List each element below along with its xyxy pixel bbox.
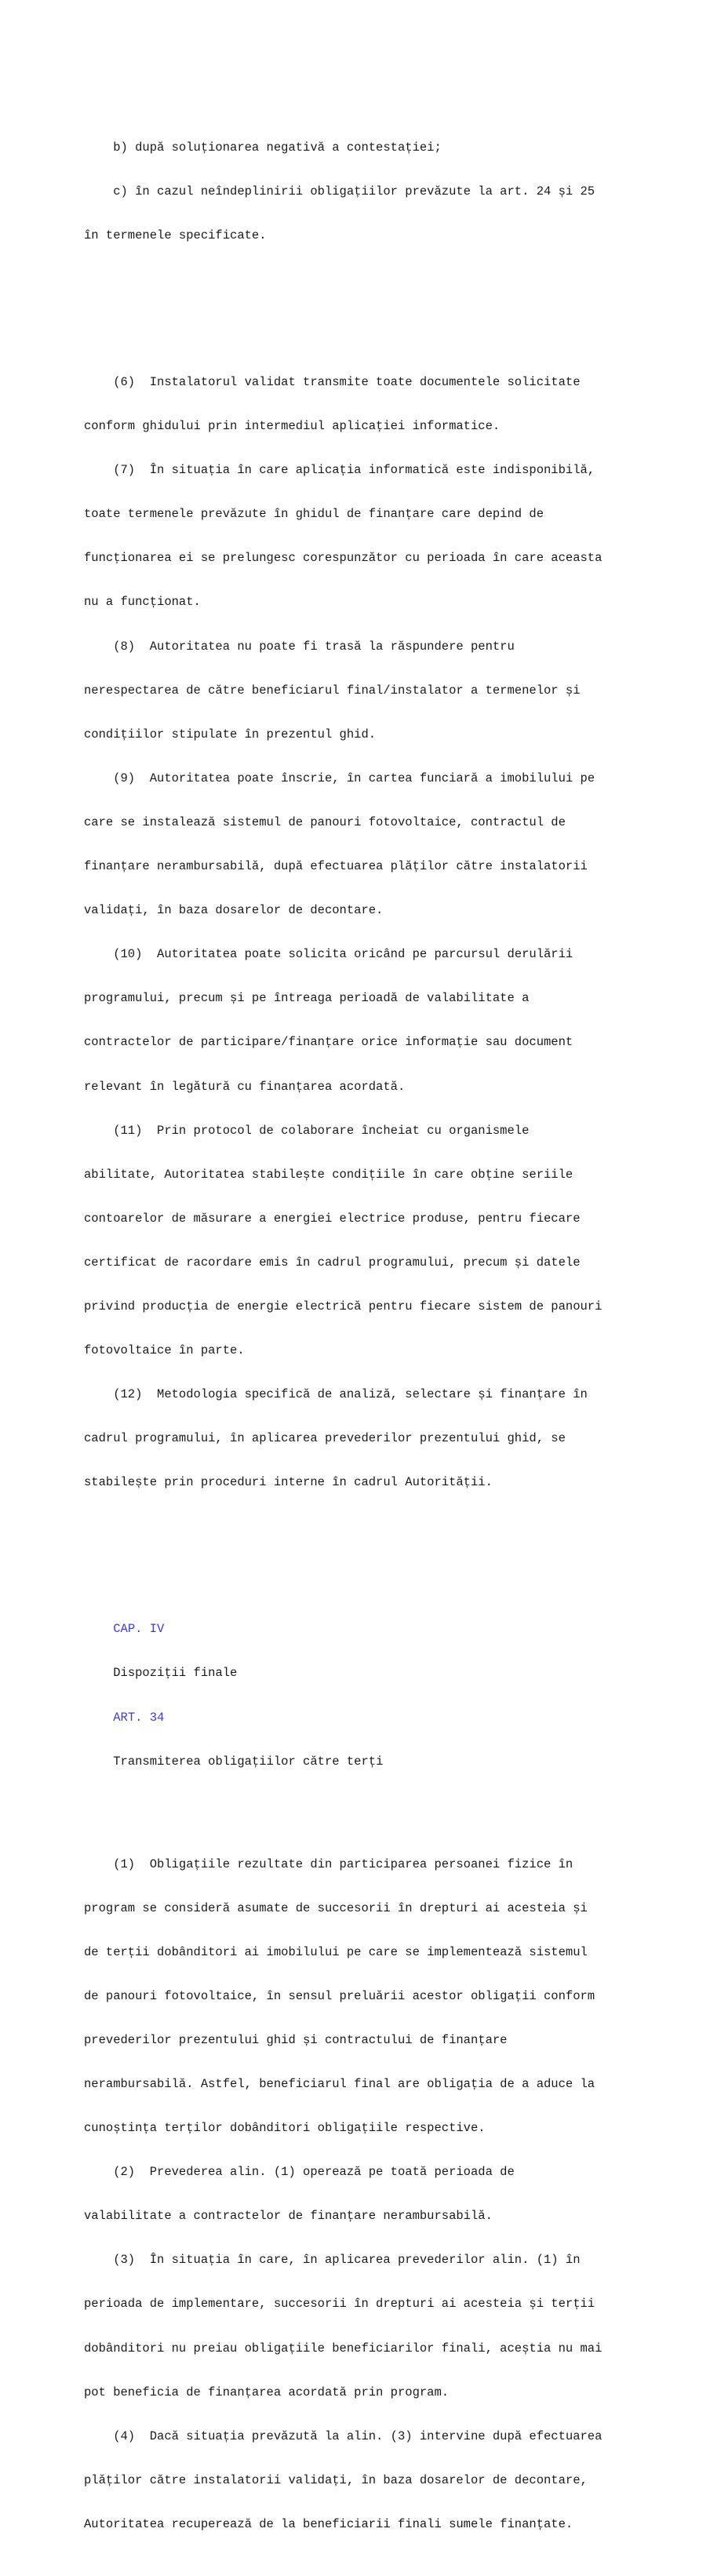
chapter-title: Dispoziții finale xyxy=(113,1666,238,1681)
text-line: prevederilor prezentului ghid și contractului de finanțare xyxy=(84,2032,508,2047)
text-line: (2) Prevederea alin. (1) operează pe toată perioada de xyxy=(84,2165,515,2180)
text-line: (9) Autoritatea poate înscrie, în cartea funciară a imobilului pe xyxy=(84,771,595,785)
text-line: nerambursabilă. Astfel, beneficiarul final are obligația de a aduce la xyxy=(84,2077,595,2091)
text-line: cunoștința terților dobânditori obligațiile respective. xyxy=(84,2121,486,2136)
document-page xyxy=(84,82,680,2576)
text-line: cadrul programului, în aplicarea prevederilor prezentului ghid, se xyxy=(84,1431,566,1446)
text-line: Autoritatea recuperează de la beneficiarii finali sumele finanțate. xyxy=(84,2516,574,2531)
text-line: perioada de implementare, succesorii în drepturi ai acesteia și terții xyxy=(84,2297,595,2312)
text-line: funcționarea ei se prelungesc corespunzător cu perioada în care aceasta xyxy=(84,551,603,566)
text-line: condițiilor stipulate în prezentul ghid. xyxy=(84,727,377,741)
text-line: (10) Autoritatea poate solicita oricând pe parcursul derulării xyxy=(84,947,574,962)
paragraph-block-b xyxy=(84,346,680,1520)
text-line: de panouri fotovoltaice, în sensul preluării acestor obligații conform xyxy=(84,1988,595,2003)
text-line: program se consideră asumate de succesorii în drepturi ai acesteia și xyxy=(84,1900,588,1915)
text-line: (1) Obligațiile rezultate din participarea persoanei fizice în xyxy=(84,1856,574,1871)
text-line: în termenele specificate. xyxy=(84,228,267,242)
text-line: fotovoltaice în parte. xyxy=(84,1343,245,1358)
text-line: b) după soluționarea negativă a contestației; xyxy=(84,140,442,155)
text-line: dobânditori nu preiau obligațiile beneficiarilor finali, aceștia nu mai xyxy=(84,2341,603,2356)
text-line: (6) Instalatorul validat transmite toate documentele solicitate xyxy=(84,375,581,389)
chapter-link[interactable]: CAP. IV xyxy=(113,1622,165,1637)
text-line: (11) Prin protocol de colaborare încheiat cu organismele xyxy=(84,1123,530,1138)
text-line: pot beneficia de finanțarea acordată prin program. xyxy=(84,2385,450,2399)
paragraph-block-a xyxy=(84,111,680,272)
text-line: care se instalează sistemul de panouri fotovoltaice, contractul de xyxy=(84,814,566,829)
text-line: validați, în baza dosarelor de decontare. xyxy=(84,903,384,918)
text-line: (7) În situația în care aplicația informatică este indisponibilă, xyxy=(84,463,595,478)
text-line: finanțare nerambursabilă, după efectuarea plăților către instalatorii xyxy=(84,859,588,874)
text-line: nerespectarea de către beneficiarul final/instalator a termenelor și xyxy=(84,683,581,698)
text-line: contoarelor de măsurare a energiei electrice produse, pentru fiecare xyxy=(84,1211,581,1226)
text-line: contractelor de participare/finanțare orice informație sau document xyxy=(84,1035,574,1050)
text-line: conform ghidului prin intermediul aplicației informatice. xyxy=(84,419,501,434)
text-line: de terții dobânditori ai imobilului pe care se implementează sistemul xyxy=(84,1944,588,1959)
article-link[interactable]: ART. 34 xyxy=(113,1710,165,1725)
text-line: relevant în legătură cu finanțarea acordată. xyxy=(84,1079,406,1094)
text-line: abilitate, Autoritatea stabilește condițiile în care obține seriile xyxy=(84,1167,574,1182)
text-line: (8) Autoritatea nu poate fi trasă la răspundere pentru xyxy=(84,639,515,654)
text-line: valabilitate a contractelor de finanțare nerambursabilă. xyxy=(84,2209,493,2224)
text-line: nu a funcționat. xyxy=(84,595,201,610)
text-line: c) în cazul neîndeplinirii obligațiilor prevăzute la art. 24 și 25 xyxy=(84,184,595,199)
text-line: plăților către instalatorii validați, în baza dosarelor de decontare, xyxy=(84,2472,588,2487)
text-line: privind producția de energie electrică pentru fiecare sistem de panouri xyxy=(84,1299,603,1314)
text-line: (3) În situația în care, în aplicarea prevederilor alin. (1) în xyxy=(84,2253,581,2268)
text-line: toate termenele prevăzute în ghidul de finanțare care depind de xyxy=(84,507,544,522)
text-line: (4) Dacă situația prevăzută la alin. (3) intervine după efectuarea xyxy=(84,2428,603,2443)
text-line: certificat de racordare emis în cadrul programului, precum și datele xyxy=(84,1255,581,1270)
text-line: programului, precum și pe întreaga perioadă de valabilitate a xyxy=(84,991,530,1006)
paragraph-block-c xyxy=(84,1827,680,2561)
blank-line xyxy=(84,1549,680,1564)
text-line: (12) Metodologia specifică de analiză, selectare și finanțare în xyxy=(84,1387,588,1402)
blank-line xyxy=(84,302,680,317)
text-line: stabilește prin proceduri interne în cadrul Autorității. xyxy=(84,1475,493,1490)
chapter-heading xyxy=(84,1593,680,1798)
article-title: Transmiterea obligațiilor către terți xyxy=(113,1754,384,1769)
